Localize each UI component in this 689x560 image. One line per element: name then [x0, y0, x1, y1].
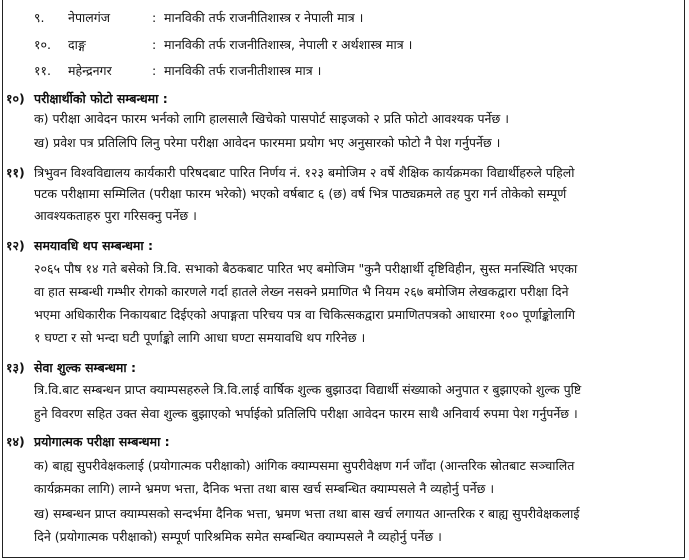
- section-number: ११): [6, 165, 25, 180]
- section-line: कार्यक्रमका लागि) लाग्ने भ्रमण भत्ता, दैनिक भत्ता तथा बास खर्च सम्बन्धित क्याम्पसले नै व्यहोर्नु पर्नेछ ।: [34, 481, 495, 496]
- colon: :: [152, 10, 157, 25]
- section-line: वा हात सम्बन्धी गम्भीर रोगको कारणले गर्दा हातले लेख्न नसक्ने प्रमाणित भै नियम २६७ बमोजिम लेखकद्वारा परीक्षा दिने: [34, 284, 569, 299]
- section-heading: समयावधि थप सम्बन्धमा :: [34, 238, 153, 253]
- section-heading: प्रयोगात्मक परीक्षा सम्बन्धमा :: [34, 434, 170, 449]
- section-line: दिने (प्रयोगात्मक परीक्षाको) सम्पूर्ण पारिश्रमिक समेत सम्बन्धित क्याम्पसले नै व्यहोर्नु पर्नेछ ।: [34, 529, 442, 544]
- section-line: त्रिभुवन विश्वविद्यालय कार्यकारी परिषदबाट पारित निर्णय नं. १२३ बमोजिम २ वर्षे शैक्षिक कार्यक्रमका विद्यार्थीहरुले पहिलो: [34, 165, 575, 180]
- section-line: क) परीक्षा आवेदन फारम भर्नको लागि हालसालै खिचेको पासपोर्ट साइजको २ प्रति फोटो आवश्यक पर्नेछ ।: [34, 111, 509, 126]
- section-number: १४): [6, 434, 25, 449]
- campus-name: महेन्द्रनगर: [68, 63, 112, 78]
- section-line: आवश्यकताहरु पुरा गरिसक्नु पर्नेछ ।: [34, 208, 197, 223]
- section-number: १२): [6, 238, 25, 253]
- section-line: १ घण्टा र सो भन्दा घटी पूर्णाङ्को लागि आधा घण्टा समयावधि थप गरिनेछ ।: [34, 330, 366, 345]
- campus-subjects: मानविकी तर्फ राजनीतिशास्त्र र नेपाली मात्र ।: [164, 10, 364, 25]
- campus-number: ११.: [34, 63, 51, 78]
- section-line: हुने विवरण सहित उक्त सेवा शुल्क बुझाएको भर्पाईको प्रतिलिपि परीक्षा आवेदन फारम साथै अनिवार्य रुपमा पेश गर्नुपर्नेछ ।: [34, 406, 578, 421]
- campus-subjects: मानविकी तर्फ राजनीतीशास्त्र मात्र ।: [164, 63, 322, 78]
- section-heading: सेवा शुल्क सम्बन्धमा :: [34, 360, 136, 375]
- campus-subjects: मानविकी तर्फ राजनीतिशास्त्र, नेपाली र अर्थशास्त्र मात्र ।: [164, 37, 413, 52]
- section-heading: परीक्षार्थीको फोटो सम्बन्धमा :: [34, 91, 168, 106]
- colon: :: [152, 37, 157, 52]
- campus-name: नेपालगंज: [68, 10, 111, 25]
- campus-number: ९.: [34, 10, 45, 25]
- section-line: पटक परीक्षामा सम्मिलित (परीक्षा फारम भरेको) भएको वर्षबाट ६ (छ) वर्ष भित्र पाठ्यक्रमले तह पुरा गर्न तोकेको सम्पूर्ण: [34, 186, 567, 201]
- campus-number: १०.: [34, 37, 51, 52]
- colon: :: [152, 63, 157, 78]
- section-line: ख) सम्बन्धन प्राप्त क्याम्पसको सन्दर्भमा दैनिक भत्ता, भ्रमण भत्ता तथा बास खर्च लगायत आन्तरिक र बाह्य सुपरीवेक्षकलाई: [34, 506, 580, 521]
- section-line: २०६५ पौष १४ गते बसेको त्रि.वि. सभाको बैठकबाट पारित भए बमोजिम "कुनै परीक्षार्थी दृष्टिविहीन, सुस्त मनस्थिति भएका: [34, 261, 578, 276]
- section-number: १३): [6, 360, 25, 375]
- section-number: १०): [6, 91, 25, 106]
- section-line: ख) प्रवेश पत्र प्रतिलिपि लिनु परेमा परीक्षा आवेदन फारममा प्रयोग भए अनुसारको फोटो नै पेश गर्नुपर्नेछ ।: [34, 135, 501, 150]
- campus-name: दाङ्ग: [68, 37, 86, 52]
- section-line: भएमा अधिकारीक निकायबाट दिईएको अपाङ्गता परिचय पत्र वा चिकित्सकद्वारा प्रमाणितपत्रको आधारमा १०० पूर्णाङ्कोलागि: [34, 307, 576, 322]
- section-line: क) बाह्य सुपरीवेक्षकलाई (प्रयोगात्मक परीक्षाको) आंगिक क्याम्पसमा सुपरीवेक्षण गर्न जाँदा (आन्तरिक स्रोतबाट सञ्चालित: [34, 458, 575, 473]
- section-line: त्रि.वि.बाट सम्बन्धन प्राप्त क्याम्पसहरुले त्रि.वि.लाई वार्षिक शुल्क बुझाउदा विद्यार्थी संख्याको अनुपात र बुझाएको शुल्क पुष्टि: [34, 382, 582, 397]
- document-frame: [2, 0, 685, 558]
